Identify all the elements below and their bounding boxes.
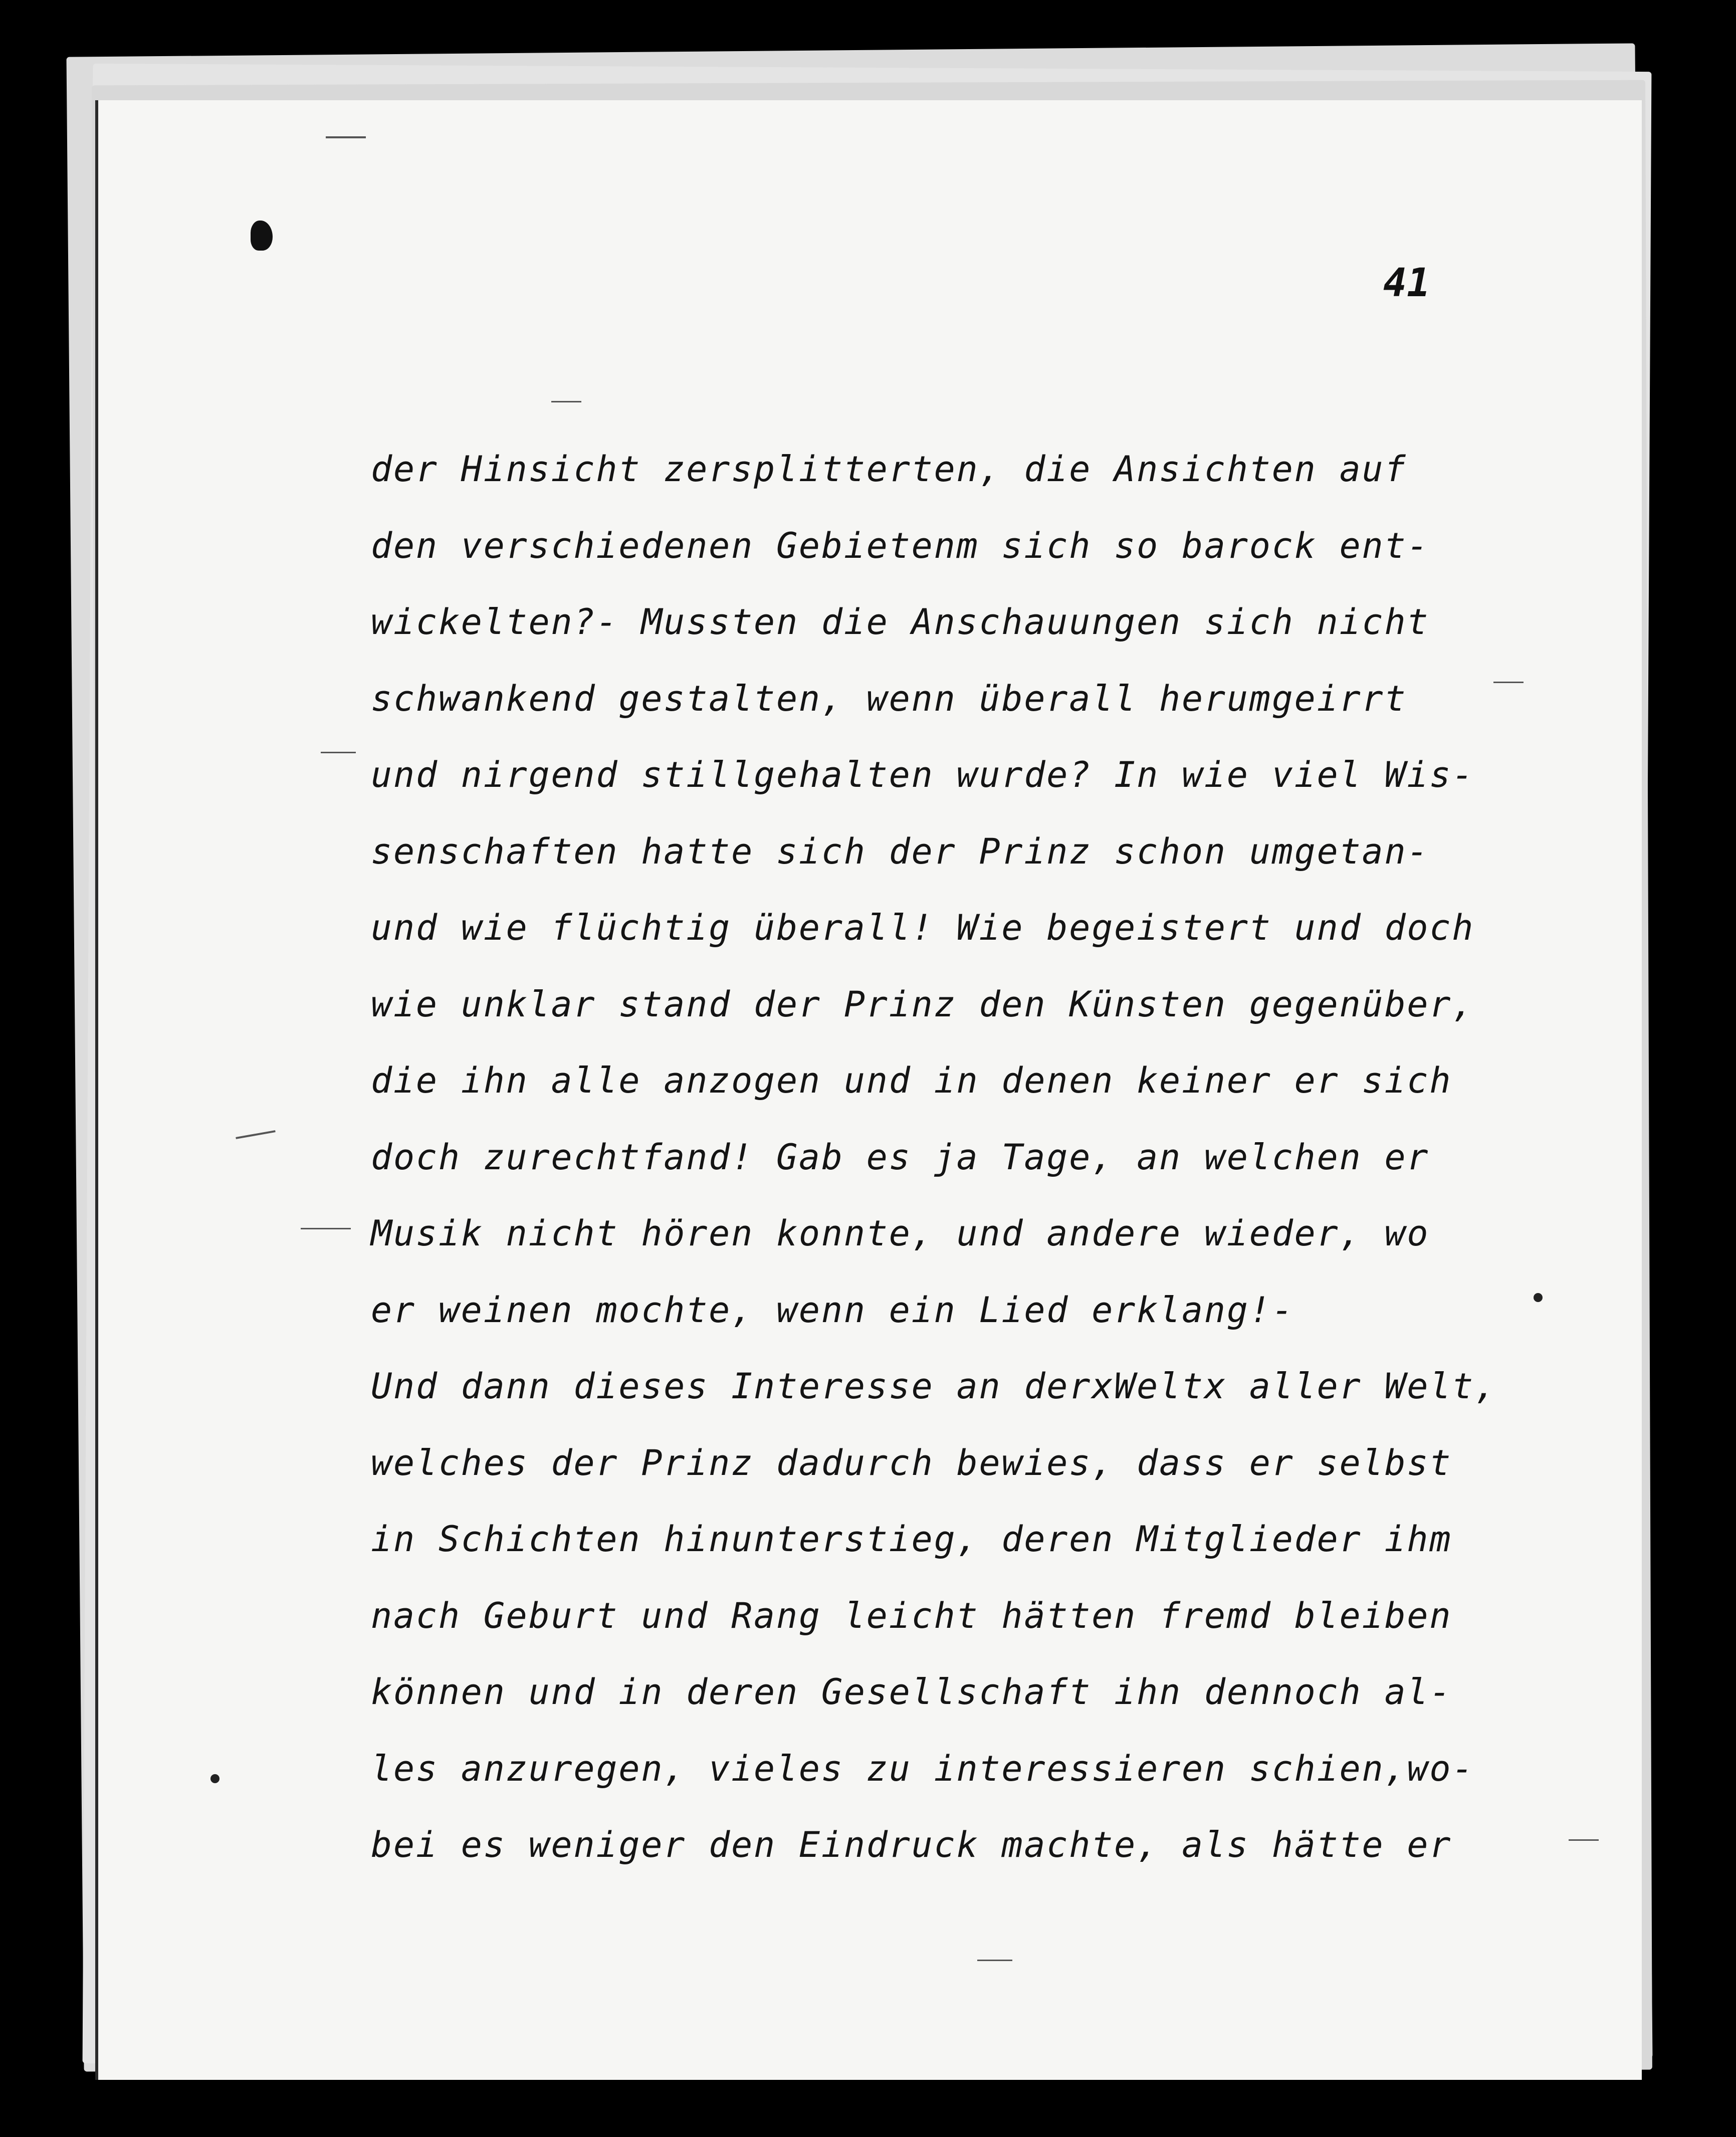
- text-line: doch zurechtfand! Gab es ja Tage, an welchen er: [371, 1136, 1430, 1178]
- scan-mark: [977, 1960, 1012, 1961]
- text-line: nach Geburt und Rang leicht hätten fremd bleiben: [371, 1595, 1452, 1636]
- text-line: welches der Prinz dadurch bewies, dass er selbst: [371, 1442, 1452, 1483]
- text-line: können und in deren Gesellschaft ihn dennoch al-: [371, 1671, 1452, 1713]
- scan-mark: [1569, 1839, 1599, 1841]
- page-number: 41: [1383, 261, 1430, 306]
- text-line: die ihn alle anzogen und in denen keiner er sich: [371, 1060, 1452, 1101]
- text-line: bei es weniger den Eindruck machte, als hätte er: [371, 1824, 1452, 1865]
- scan-mark: [551, 401, 581, 402]
- text-line: in Schichten hinunterstieg, deren Mitglieder ihm: [371, 1519, 1452, 1560]
- text-line: den verschiedenen Gebietenm sich so barock ent-: [371, 525, 1430, 566]
- text-line: les anzuregen, vieles zu interessieren schien,wo-: [371, 1748, 1475, 1789]
- typed-text-body: [371, 431, 1544, 1883]
- text-line: der Hinsicht zersplitterten, die Ansichten auf: [371, 449, 1407, 490]
- text-line: wie unklar stand der Prinz den Künsten gegenüber,: [371, 983, 1475, 1025]
- text-line: senschaften hatte sich der Prinz schon umgetan-: [371, 830, 1430, 872]
- scan-mark: [326, 136, 366, 138]
- text-line: und nirgend stillgehalten wurde? In wie viel Wis-: [371, 754, 1475, 795]
- text-line: Musik nicht hören konnte, und andere wieder, wo: [371, 1213, 1430, 1254]
- text-line: er weinen mochte, wenn ein Lied erklang!-: [371, 1289, 1294, 1331]
- scan-mark: [301, 1228, 351, 1229]
- scan-dot: [210, 1774, 220, 1783]
- text-line: wickelten?- Mussten die Anschauungen sich nicht: [371, 601, 1430, 643]
- text-line: und wie flüchtig überall! Wie begeistert und doch: [371, 907, 1475, 948]
- text-line: schwankend gestalten, wenn überall herumgeirrt: [371, 678, 1407, 719]
- text-line: Und dann dieses Interesse an derxWeltx aller Welt,: [371, 1366, 1497, 1407]
- scan-mark: [321, 752, 356, 753]
